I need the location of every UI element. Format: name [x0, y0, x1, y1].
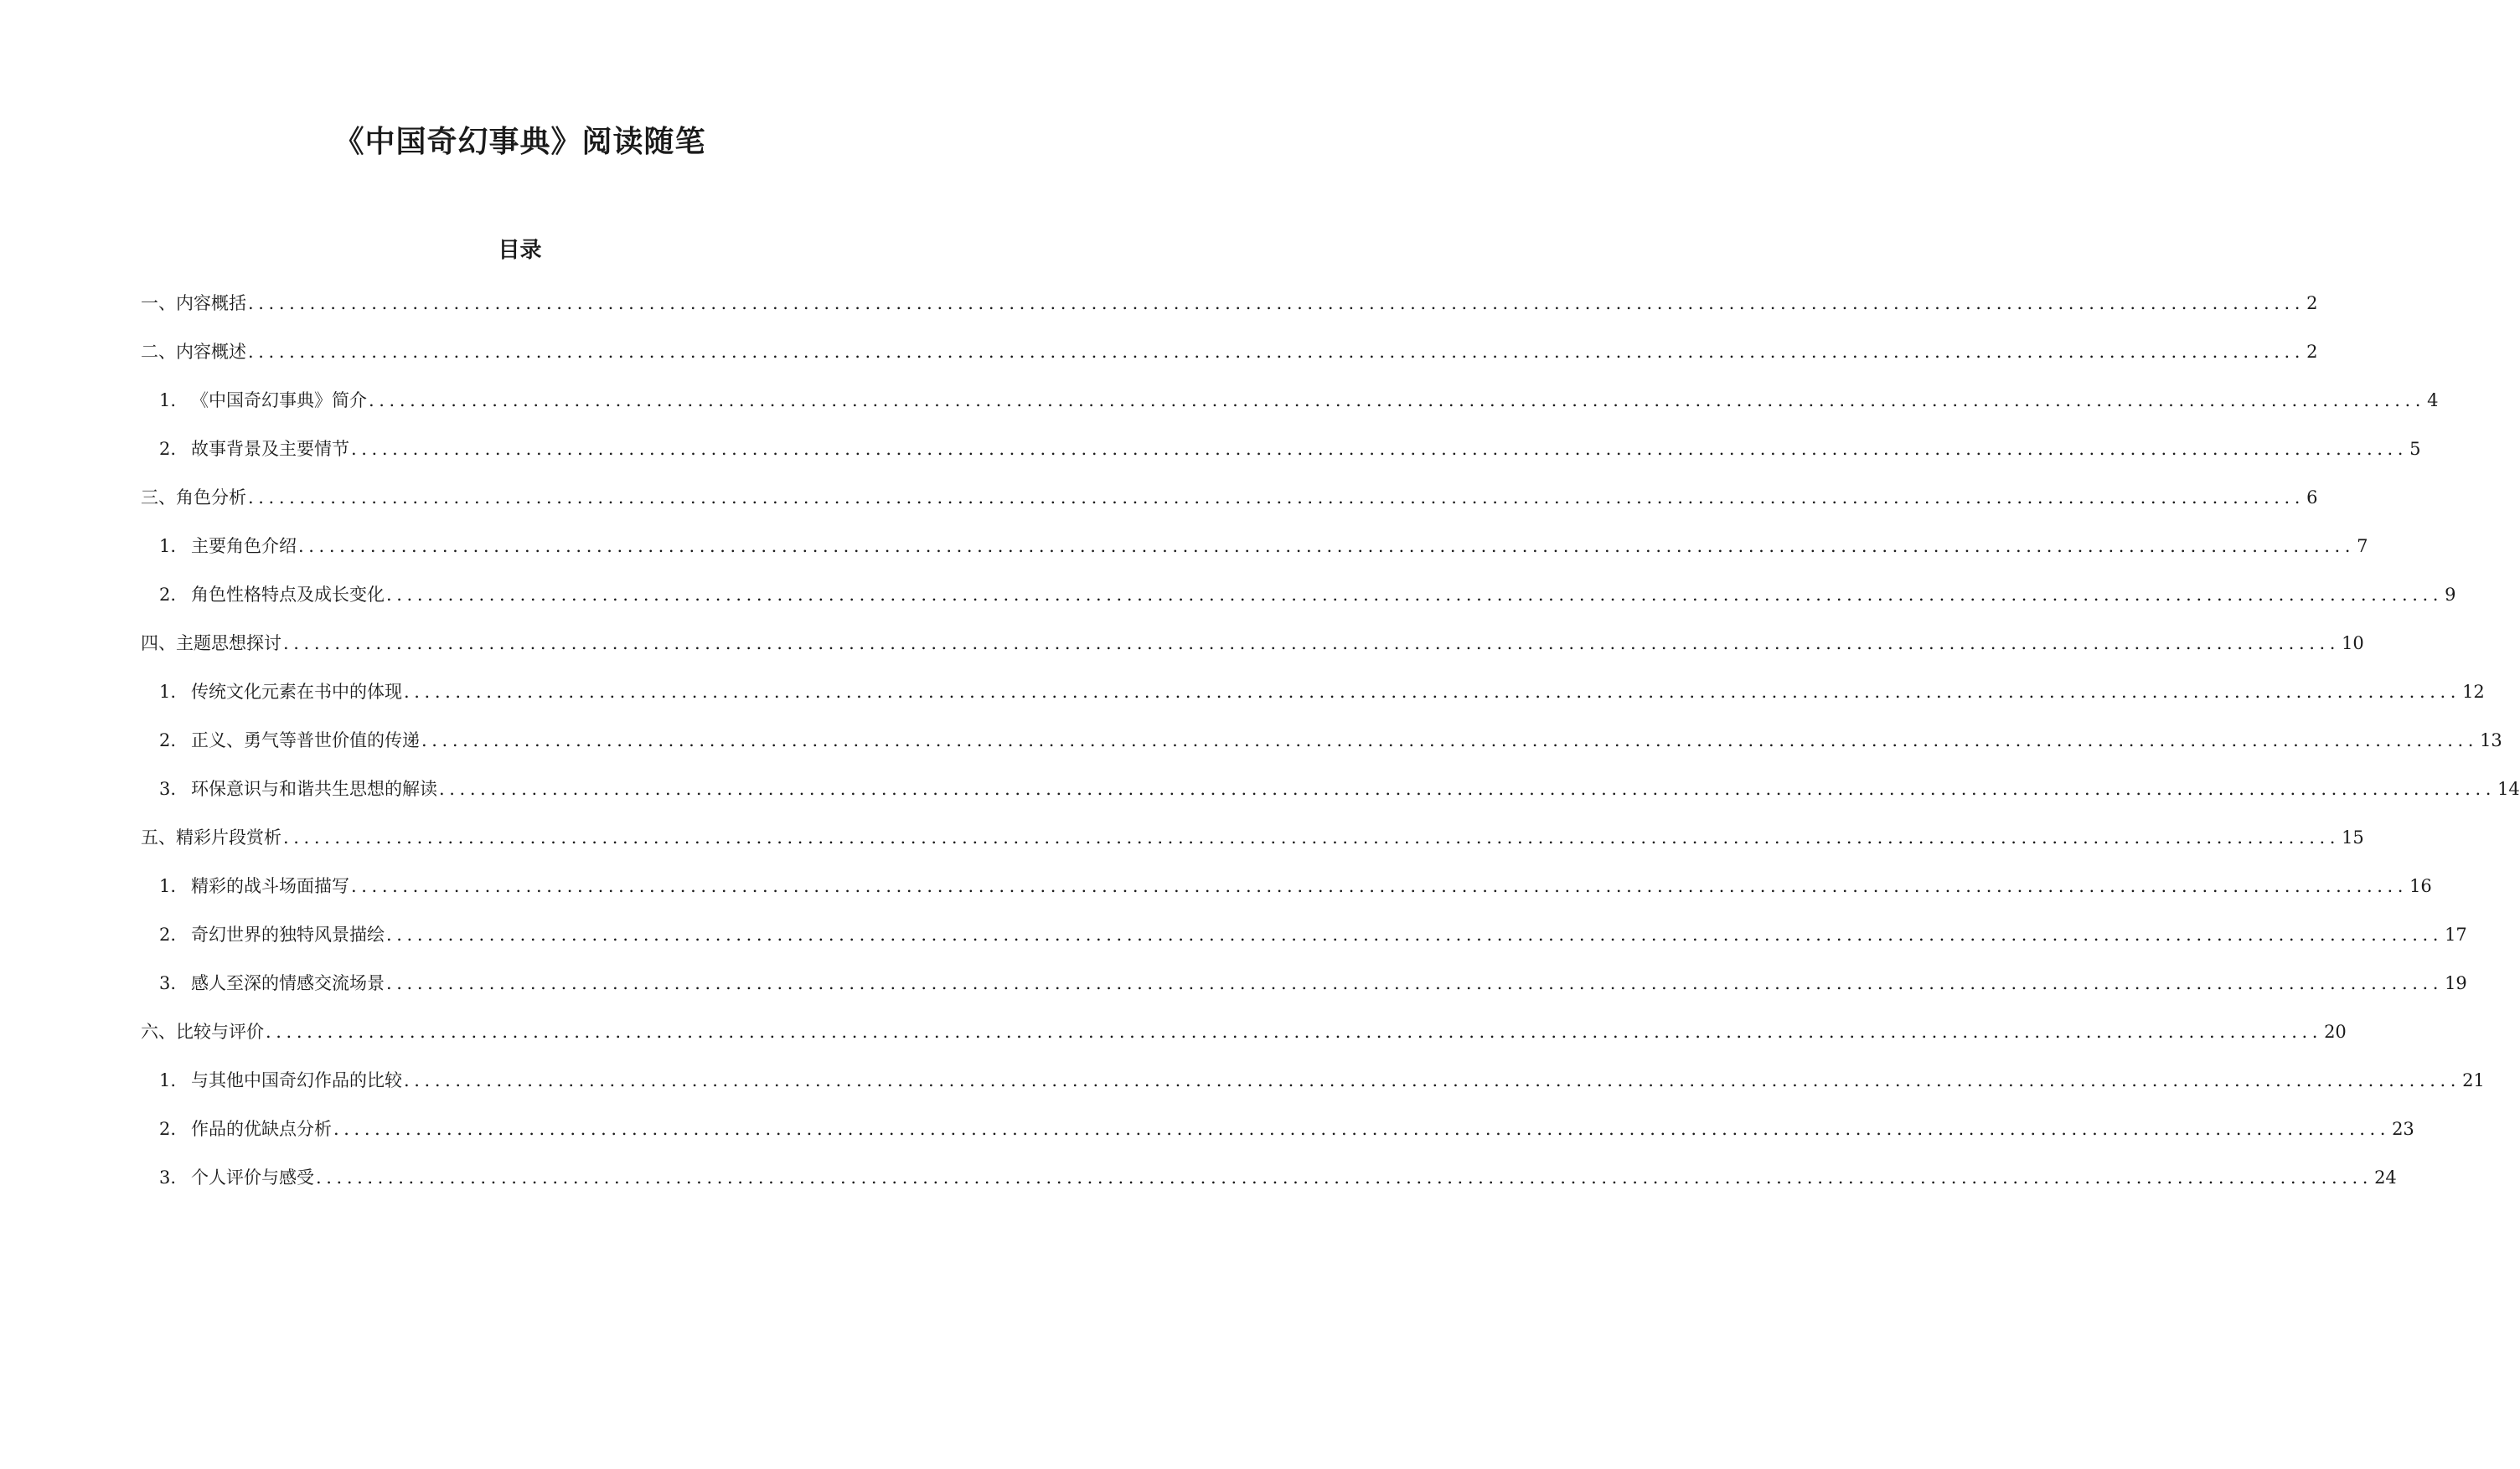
toc-entry-subsection[interactable] [159, 874, 2432, 899]
toc-entry-subsection[interactable] [159, 388, 2439, 413]
toc-entry-number: 1. [159, 536, 177, 556]
toc-entry-subsection[interactable] [159, 1116, 2414, 1142]
toc-dot-leader: ........................................................................................................................................................................................................ [386, 585, 2444, 605]
toc-dot-leader: ........................................................................................................................................................................................................ [386, 925, 2444, 945]
toc-entry-section[interactable] [141, 339, 2318, 364]
toc-entry-number: 2. [159, 730, 177, 750]
toc-entry-label: 正义、勇气等普世价值的传递 [191, 730, 420, 750]
toc-entry-number: 2. [159, 925, 177, 945]
toc-entry-label: 三、角色分析 [141, 487, 246, 508]
toc-entry-label: 六、比较与评价 [141, 1022, 264, 1042]
toc-dot-leader: ........................................................................................................................................................................................................ [283, 827, 2341, 848]
toc-entry-label: 故事背景及主要情节 [191, 439, 349, 459]
toc-entry-section[interactable] [141, 291, 2318, 316]
toc-dot-leader: ........................................................................................................................................................................................................ [316, 1167, 2373, 1188]
toc-entry-subsection[interactable] [159, 776, 2520, 802]
toc-dot-leader: ........................................................................................................................................................................................................ [386, 973, 2444, 993]
toc-entry-number: 1. [159, 682, 177, 702]
toc-entry-page-number: 19 [2445, 973, 2467, 993]
toc-entry-subsection[interactable] [159, 728, 2502, 753]
toc-entry-label: 角色性格特点及成长变化 [191, 585, 385, 605]
toc-entry-page-number: 17 [2445, 925, 2467, 945]
toc-entry-page-number: 14 [2497, 779, 2520, 799]
toc-entry-number: 3. [159, 1167, 177, 1188]
toc-dot-leader: ........................................................................................................................................................................................................ [248, 487, 2306, 508]
toc-entry-page-number: 15 [2342, 827, 2364, 848]
toc-entry-label: 奇幻世界的独特风景描绘 [191, 925, 385, 945]
toc-entry-page-number: 12 [2462, 682, 2485, 702]
toc-entry-section[interactable] [141, 825, 2364, 850]
toc-dot-leader: ........................................................................................................................................................................................................ [248, 342, 2306, 362]
toc-entry-label: 一、内容概括 [141, 293, 246, 313]
toc-entry-label: 个人评价与感受 [191, 1167, 314, 1188]
toc-entry-page-number: 16 [2409, 876, 2432, 896]
toc-entry-page-number: 23 [2392, 1119, 2414, 1139]
toc-entry-label: 二、内容概述 [141, 342, 246, 362]
toc-entry-label: 精彩的战斗场面描写 [191, 876, 349, 896]
toc-dot-leader: ........................................................................................................................................................................................................ [298, 536, 2356, 556]
toc-entry-label: 四、主题思想探讨 [141, 633, 281, 653]
toc-entry-section[interactable] [141, 485, 2318, 510]
toc-dot-leader: ........................................................................................................................................................................................................ [439, 779, 2497, 799]
toc-entry-subsection[interactable] [159, 533, 2368, 559]
toc-entry-page-number: 7 [2357, 536, 2368, 556]
toc-entry-page-number: 6 [2306, 487, 2318, 508]
toc-entry-number: 3. [159, 779, 177, 799]
toc-entry-subsection[interactable] [159, 679, 2485, 704]
toc-heading: 目录 [498, 238, 542, 263]
toc-entry-subsection[interactable] [159, 1068, 2485, 1093]
toc-dot-leader: ........................................................................................................................................................................................................ [333, 1119, 2391, 1139]
toc-dot-leader: ........................................................................................................................................................................................................ [404, 682, 2461, 702]
toc-entry-page-number: 24 [2374, 1167, 2397, 1188]
toc-dot-leader: ........................................................................................................................................................................................................ [351, 876, 2409, 896]
toc-entry-page-number: 4 [2427, 390, 2439, 410]
toc-dot-leader: ........................................................................................................................................................................................................ [266, 1022, 2323, 1042]
toc-entry-page-number: 21 [2462, 1070, 2485, 1090]
toc-dot-leader: ........................................................................................................................................................................................................ [369, 390, 2426, 410]
toc-entry-page-number: 9 [2445, 585, 2456, 605]
toc-entry-label: 环保意识与和谐共生思想的解读 [191, 779, 437, 799]
toc-entry-page-number: 10 [2342, 633, 2364, 653]
toc-entry-page-number: 5 [2409, 439, 2421, 459]
toc-entry-number: 1. [159, 1070, 177, 1090]
toc-entry-number: 1. [159, 876, 177, 896]
toc-entry-subsection[interactable] [159, 582, 2456, 607]
toc-dot-leader: ........................................................................................................................................................................................................ [248, 293, 2306, 313]
toc-entry-page-number: 2 [2306, 293, 2318, 313]
toc-entry-page-number: 2 [2306, 342, 2318, 362]
toc-entry-number: 3. [159, 973, 177, 993]
toc-entry-label: 作品的优缺点分析 [191, 1119, 332, 1139]
document-title: 《中国奇幻事典》阅读随笔 [333, 125, 706, 159]
toc-entry-number: 1. [159, 390, 177, 410]
toc-entry-section[interactable] [141, 631, 2364, 656]
toc-dot-leader: ........................................................................................................................................................................................................ [421, 730, 2479, 750]
toc-entry-label: 《中国奇幻事典》简介 [191, 390, 367, 410]
toc-entry-label: 主要角色介绍 [191, 536, 297, 556]
toc-entry-number: 2. [159, 439, 177, 459]
toc-entry-section[interactable] [141, 1019, 2347, 1044]
toc-dot-leader: ........................................................................................................................................................................................................ [404, 1070, 2461, 1090]
toc-entry-label: 感人至深的情感交流场景 [191, 973, 385, 993]
toc-dot-leader: ........................................................................................................................................................................................................ [283, 633, 2341, 653]
toc-entry-subsection[interactable] [159, 1165, 2397, 1190]
toc-entry-subsection[interactable] [159, 922, 2467, 947]
toc-entry-subsection[interactable] [159, 971, 2467, 996]
toc-entry-number: 2. [159, 585, 177, 605]
toc-entry-subsection[interactable] [159, 436, 2421, 461]
toc-entry-label: 传统文化元素在书中的体现 [191, 682, 402, 702]
toc-entry-page-number: 20 [2324, 1022, 2347, 1042]
toc-entry-label: 五、精彩片段赏析 [141, 827, 281, 848]
toc-entry-page-number: 13 [2480, 730, 2502, 750]
toc-entry-label: 与其他中国奇幻作品的比较 [191, 1070, 402, 1090]
toc-dot-leader: ........................................................................................................................................................................................................ [351, 439, 2409, 459]
toc-entry-number: 2. [159, 1119, 177, 1139]
